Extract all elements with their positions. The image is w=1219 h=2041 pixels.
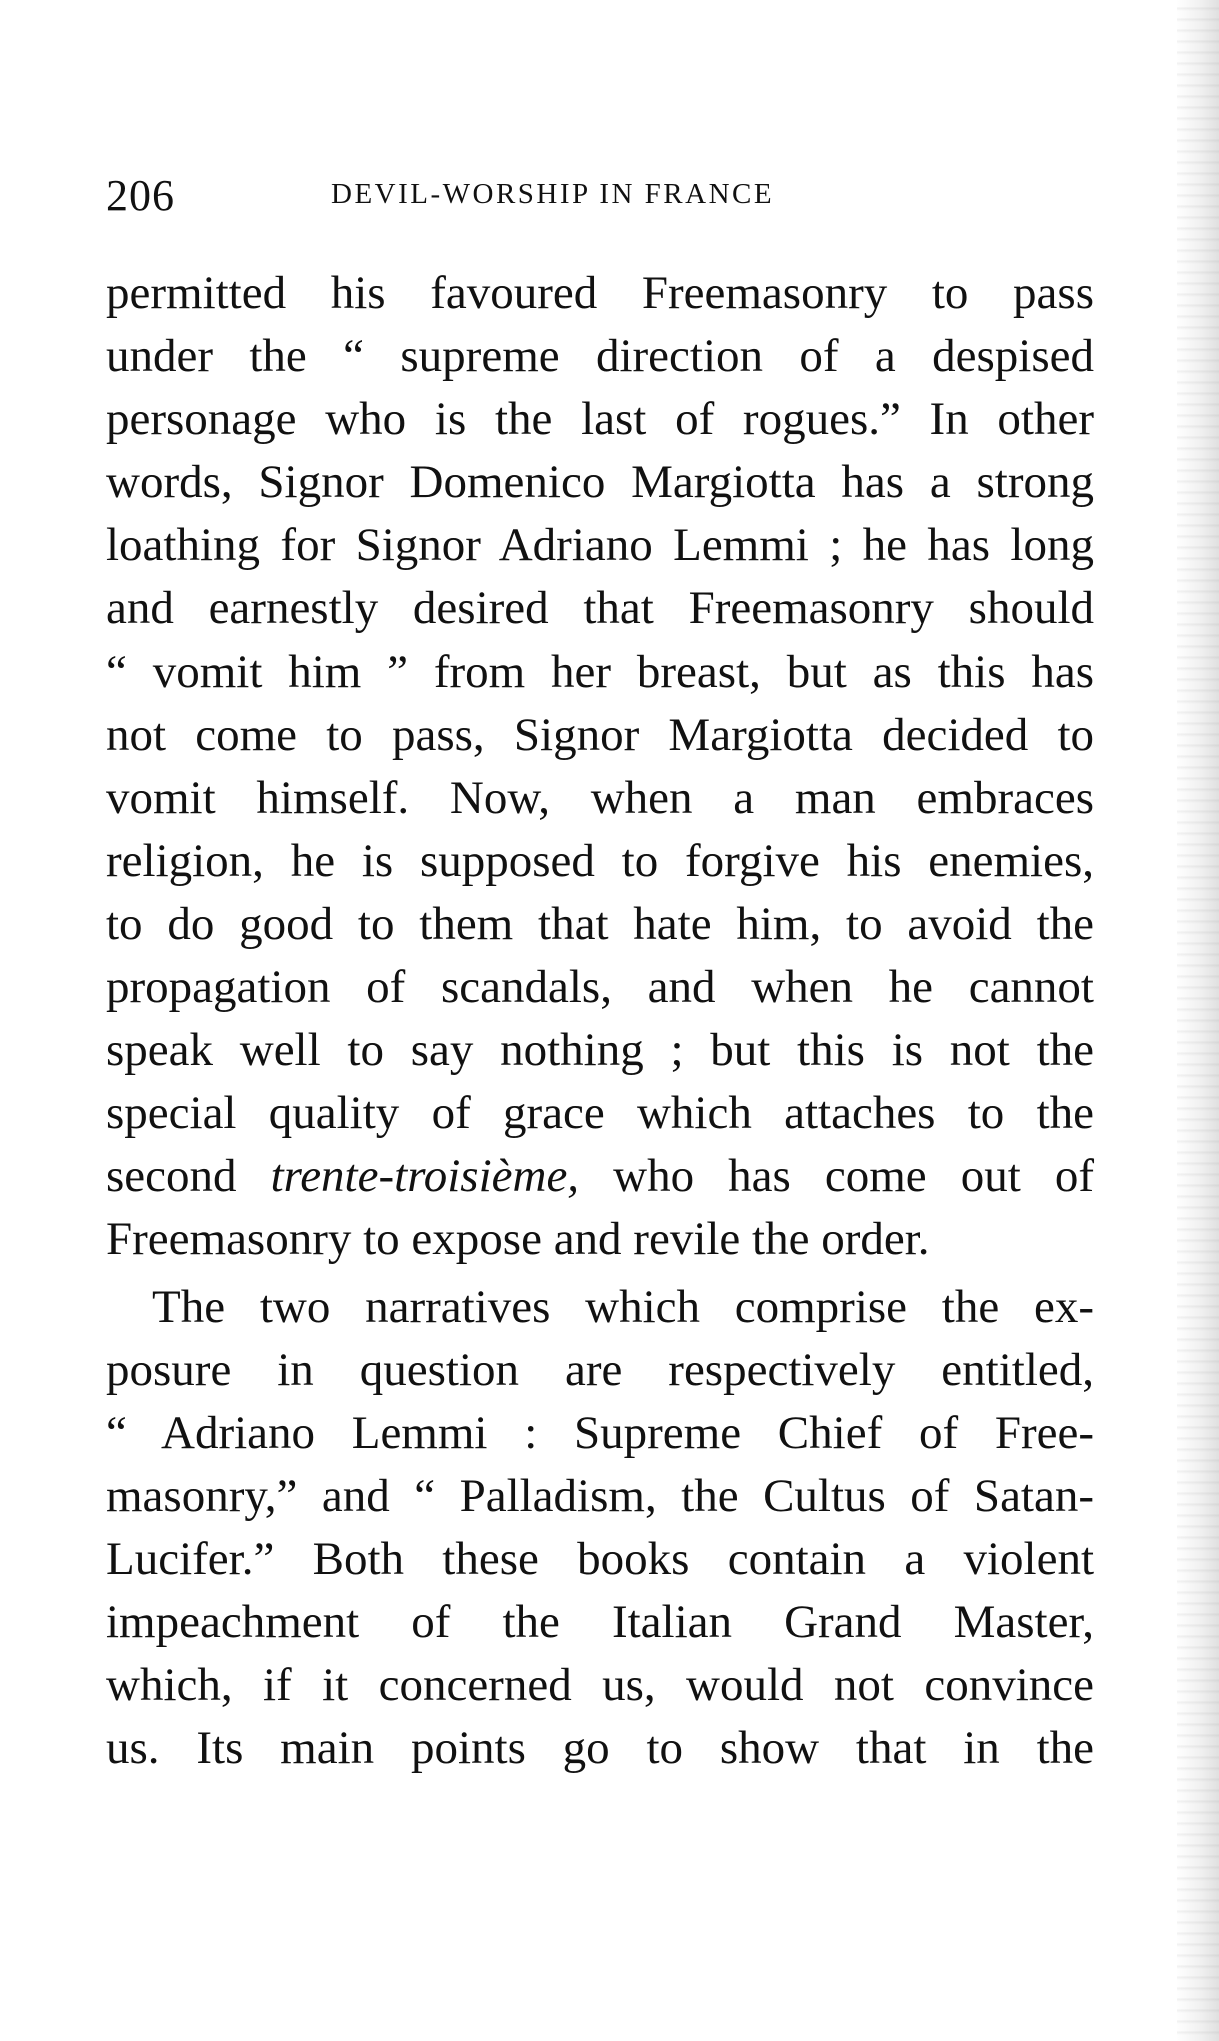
text-line: which, if it concerned us, would not convince xyxy=(106,1659,1094,1712)
text-line: personage who is the last of rogues.” In other xyxy=(106,393,1094,446)
text-run: who has come out of xyxy=(579,1150,1094,1203)
text-line: loathing for Signor Adriano Lemmi ; he has long xyxy=(106,519,1094,572)
text-line: words, Signor Domenico Margiotta has a strong xyxy=(106,456,1094,509)
paragraph-2 xyxy=(106,1276,1094,1781)
text-line: propagation of scandals, and when he cannot xyxy=(106,961,1094,1014)
text-line: under the “ supreme direction of a despised xyxy=(106,330,1094,383)
text-line: “ vomit him ” from her breast, but as this has xyxy=(106,645,1094,698)
text-line: permitted his favoured Freemasonry to pass xyxy=(106,267,1094,319)
text-line: The two narratives which comprise the ex- xyxy=(152,1280,1094,1333)
text-line: masonry,” and “ Palladism, the Cultus of Satan- xyxy=(106,1469,1094,1522)
page-number: 206 xyxy=(106,171,175,220)
text-line: not come to pass, Signor Margiotta decided to xyxy=(106,708,1094,761)
text-line xyxy=(106,1145,1094,1208)
text-line: impeachment of the Italian Grand Master, xyxy=(106,1595,1094,1648)
text-line: posure in question are respectively entitled, xyxy=(106,1343,1094,1396)
text-line: special quality of grace which attaches to the xyxy=(106,1087,1094,1140)
text-line: religion, he is supposed to forgive his enemies, xyxy=(106,834,1094,887)
running-title: DEVIL-WORSHIP IN FRANCE xyxy=(331,178,775,210)
running-header xyxy=(106,170,1086,230)
text-line: to do good to them that hate him, to avoid the xyxy=(106,897,1094,950)
page-edge-shadow xyxy=(1177,0,1219,2041)
text-line: speak well to say nothing ; but this is not the xyxy=(106,1024,1094,1077)
text-line: Lucifer.” Both these books contain a violent xyxy=(106,1532,1094,1585)
text-line: Freemasonry to expose and revile the order. xyxy=(106,1213,930,1266)
text-line: vomit himself. Now, when a man embraces xyxy=(106,771,1094,824)
text-line: “ Adriano Lemmi : Supreme Chief of Free- xyxy=(106,1406,1094,1459)
paragraph-1 xyxy=(106,262,1094,1272)
italic-term: trente-troisième, xyxy=(270,1150,580,1203)
text-line: us. Its main points go to show that in the xyxy=(106,1722,1094,1775)
body-text xyxy=(106,262,1094,1780)
text-run: second xyxy=(106,1150,271,1203)
text-line: and earnestly desired that Freemasonry should xyxy=(106,582,1094,635)
